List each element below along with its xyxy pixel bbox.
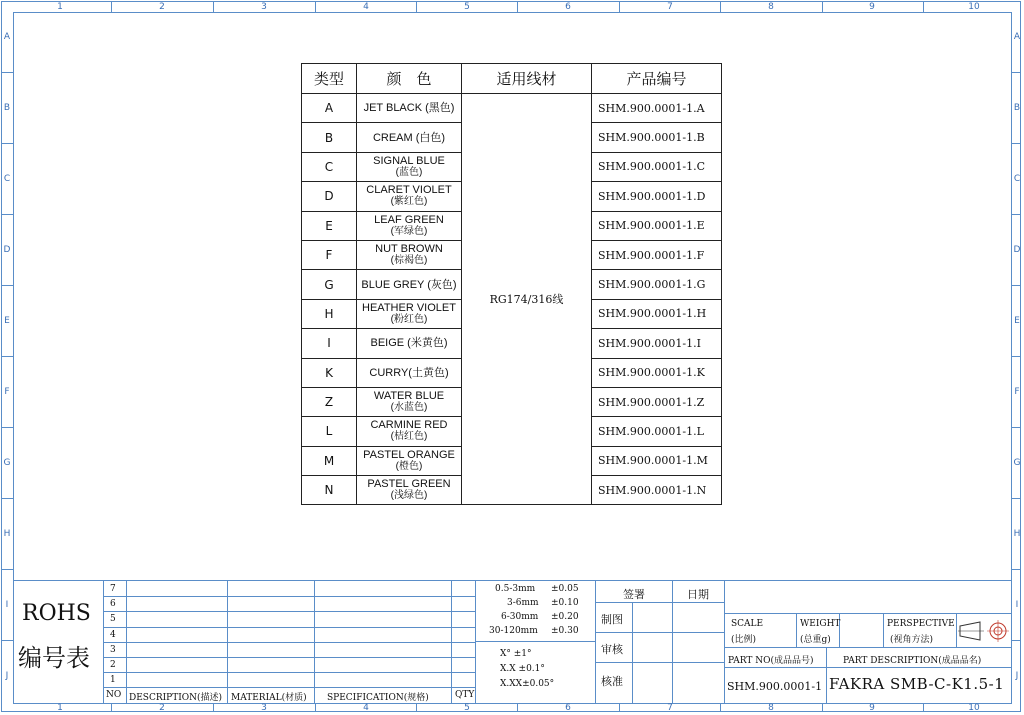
zone-tick: [720, 704, 721, 712]
perspective-label: PERSPECTIVE: [887, 619, 955, 629]
zone-tick: [1012, 143, 1021, 144]
part-number-cell: SHM.900.0001-1.N: [592, 476, 722, 505]
header-wire: 适用线材: [462, 64, 592, 94]
row-label: J: [5, 671, 9, 681]
type-cell: N: [302, 476, 357, 505]
header-color: 颜 色: [357, 64, 462, 94]
zone-tick: [1, 143, 13, 144]
zone-tick: [923, 704, 924, 712]
color-en: CARMINE RED: [370, 419, 448, 432]
type-cell: B: [302, 123, 357, 152]
right-block-line: [724, 613, 1012, 614]
bom-header-description: DESCRIPTION(描述): [129, 693, 223, 703]
row-label: I: [5, 600, 9, 610]
zone-tick: [822, 704, 823, 712]
bom-row-line: [103, 657, 475, 658]
zone-tick: [1, 356, 13, 357]
color-en: PASTEL GREEN: [367, 478, 451, 491]
color-en: LEAF GREEN: [374, 213, 444, 226]
row-label: D: [3, 245, 11, 255]
type-cell: A: [302, 94, 357, 123]
type-cell: G: [302, 270, 357, 299]
part-number-cell: SHM.900.0001-1.E: [592, 211, 722, 240]
tolerance-range: 3-6mm: [507, 598, 539, 608]
tolerance-range: 6-30mm: [501, 612, 539, 622]
type-cell: C: [302, 152, 357, 181]
projection-symbol-icon: [958, 620, 1010, 642]
zone-tick: [1, 72, 13, 73]
bom-row-line: [103, 687, 475, 688]
zone-tick: [619, 704, 620, 712]
row-label: C: [1013, 174, 1021, 184]
part-number-cell: SHM.900.0001-1.Z: [592, 387, 722, 416]
sign-divider: [632, 602, 633, 703]
part-number-value: SHM.900.0001-1: [727, 680, 823, 693]
color-en: PASTEL ORANGE: [363, 448, 455, 461]
zone-tick: [213, 704, 214, 712]
column-label: 7: [667, 703, 673, 713]
sign-row-line: [595, 632, 724, 633]
part-number-cell: SHM.900.0001-1.H: [592, 299, 722, 328]
tolerance-range: 30-120mm: [489, 626, 538, 636]
sign-divider: [724, 581, 725, 703]
type-cell: E: [302, 211, 357, 240]
color-cell: [357, 299, 462, 328]
part-number-cell: SHM.900.0001-1.G: [592, 270, 722, 299]
title-numbering-table: 编号表: [18, 644, 90, 672]
column-label: 1: [57, 703, 63, 713]
type-cell: L: [302, 417, 357, 446]
bom-row-line: [103, 611, 475, 612]
zone-tick: [1012, 640, 1021, 641]
color-cell: [357, 417, 462, 446]
bom-row-number: 4: [110, 630, 116, 640]
right-block-divider: [956, 613, 957, 647]
type-cell: K: [302, 358, 357, 387]
part-number-cell: SHM.900.0001-1.I: [592, 329, 722, 358]
color-en: CLARET VIOLET: [366, 184, 452, 197]
zone-tick: [720, 1, 721, 12]
zone-tick: [1, 640, 13, 641]
bom-row-number: 6: [110, 599, 116, 609]
column-label: 8: [768, 2, 774, 12]
part-number-cell: SHM.900.0001-1.M: [592, 446, 722, 475]
table-row: [302, 94, 722, 123]
column-label: 5: [464, 703, 470, 713]
zone-tick: [1, 498, 13, 499]
table-header-row: [302, 64, 722, 94]
column-label: 10: [968, 2, 980, 12]
column-label: 3: [261, 2, 267, 12]
row-label: B: [1013, 103, 1021, 113]
zone-tick: [213, 1, 214, 12]
bom-row-number: 7: [110, 584, 116, 594]
sign-divider: [595, 581, 596, 703]
type-cell: I: [302, 329, 357, 358]
column-label: 4: [363, 2, 369, 12]
zone-tick: [1012, 498, 1021, 499]
angle-tolerance: X° ±1°: [500, 649, 532, 659]
column-label: 6: [565, 703, 571, 713]
column-label: 9: [869, 2, 875, 12]
color-cell: [357, 152, 462, 181]
bom-row-line: [103, 596, 475, 597]
column-label: 1: [57, 2, 63, 12]
type-cell: M: [302, 446, 357, 475]
right-block-divider: [883, 613, 884, 647]
perspective-label-cn: (视角方法): [890, 635, 934, 645]
part-number-cell: SHM.900.0001-1.L: [592, 417, 722, 446]
zone-tick: [517, 704, 518, 712]
row-label: H: [1013, 529, 1021, 539]
row-label: A: [3, 32, 11, 42]
part-number-cell: SHM.900.0001-1.K: [592, 358, 722, 387]
color-en: WATER BLUE: [373, 390, 445, 403]
header-type: 类型: [302, 64, 357, 94]
color-en: SIGNAL BLUE: [373, 154, 445, 167]
bom-row-line: [103, 627, 475, 628]
approve-label: 核准: [601, 675, 623, 688]
zone-tick: [416, 1, 417, 12]
part-number-cell: SHM.900.0001-1.C: [592, 152, 722, 181]
part-number-cell: SHM.900.0001-1.D: [592, 182, 722, 211]
sign-divider: [672, 581, 673, 703]
row-label: E: [1014, 316, 1020, 326]
row-label: F: [1014, 387, 1020, 397]
color-en: BLUE GREY (灰色): [361, 278, 457, 291]
date-label: 日期: [687, 588, 709, 601]
angle-tolerance: X.X ±0.1°: [500, 664, 545, 674]
column-label: 6: [565, 2, 571, 12]
tolerance-value: ±0.20: [551, 612, 579, 622]
tolerance-range: 0.5-3mm: [495, 584, 536, 594]
color-en: HEATHER VIOLET: [362, 301, 456, 314]
color-en: CREAM (白色): [372, 131, 446, 144]
zone-tick: [1012, 427, 1021, 428]
row-label: J: [1015, 671, 1019, 681]
type-cell: D: [302, 182, 357, 211]
drawn-label: 制图: [601, 613, 623, 626]
sign-label: 签署: [623, 588, 645, 601]
title-rohs: ROHS: [22, 601, 91, 626]
wire-cell: RG174/316线: [462, 94, 592, 505]
zone-tick: [822, 1, 823, 12]
color-cell: [357, 476, 462, 505]
bom-row-number: 3: [110, 645, 116, 655]
row-label: C: [3, 174, 11, 184]
color-cell: [357, 270, 462, 299]
column-label: 8: [768, 703, 774, 713]
color-cell: [357, 446, 462, 475]
bom-row-number: 1: [110, 675, 116, 685]
zone-tick: [1, 427, 13, 428]
color-cn: (蓝色): [395, 166, 423, 178]
zone-tick: [619, 1, 620, 12]
color-cn: (棕褐色): [390, 255, 428, 267]
row-label: G: [1013, 458, 1021, 468]
zone-tick: [1012, 72, 1021, 73]
row-label: A: [1013, 32, 1021, 42]
scale-label: SCALE: [731, 619, 764, 629]
color-cn: (浅绿色): [390, 490, 428, 502]
row-label: I: [1015, 600, 1019, 610]
color-en: NUT BROWN: [375, 243, 443, 256]
color-cell: [357, 94, 462, 123]
color-en: BEIGE (米黄色): [370, 337, 448, 350]
row-label: D: [1013, 245, 1021, 255]
bom-row-line: [103, 672, 475, 673]
header-part-number: 产品编号: [592, 64, 722, 94]
part-no-label: PART NO(成品品号): [728, 656, 814, 666]
bom-header-qty: QTY: [455, 690, 475, 700]
column-label: 2: [159, 703, 165, 713]
color-cell: [357, 211, 462, 240]
column-label: 10: [968, 703, 980, 713]
right-block-line: [724, 667, 1012, 668]
right-block-divider: [796, 613, 797, 647]
weight-label-cn: (总重g): [800, 635, 831, 645]
color-cn: (紫红色): [390, 196, 428, 208]
color-cell: [357, 123, 462, 152]
part-number-cell: SHM.900.0001-1.F: [592, 240, 722, 269]
type-cell: F: [302, 240, 357, 269]
color-cell: [357, 387, 462, 416]
part-number-cell: SHM.900.0001-1.A: [592, 94, 722, 123]
column-label: 3: [261, 703, 267, 713]
tolerance-value: ±0.10: [551, 598, 579, 608]
column-label: 7: [667, 2, 673, 12]
part-number-cell: SHM.900.0001-1.B: [592, 123, 722, 152]
bom-row-number: 2: [110, 660, 116, 670]
color-cn: (粉红色): [390, 313, 428, 325]
scale-label-cn: (比例): [731, 635, 757, 645]
title-block-top-line: [14, 580, 1012, 581]
color-cell: [357, 240, 462, 269]
right-block-divider: [826, 647, 827, 703]
zone-tick: [1012, 285, 1021, 286]
row-label: E: [4, 316, 10, 326]
column-label: 4: [363, 703, 369, 713]
tolerance-value: ±0.30: [551, 626, 579, 636]
column-label: 9: [869, 703, 875, 713]
angle-tolerance: X.XX±0.05°: [500, 679, 555, 689]
right-block-line: [724, 647, 1012, 648]
color-cell: [357, 182, 462, 211]
part-description-label: PART DESCRIPTION(成品品名): [843, 656, 982, 666]
check-label: 审核: [601, 643, 623, 656]
weight-label: WEIGHT: [800, 619, 841, 629]
row-label: F: [4, 387, 10, 397]
column-label: 5: [464, 2, 470, 12]
bom-row-line: [103, 642, 475, 643]
part-description-value: FAKRA SMB-C-K1.5-1: [829, 675, 1005, 693]
zone-tick: [1, 214, 13, 215]
bom-divider: [475, 581, 476, 703]
type-cell: Z: [302, 387, 357, 416]
type-cell: H: [302, 299, 357, 328]
color-cell: [357, 329, 462, 358]
zone-tick: [1, 569, 13, 570]
zone-tick: [315, 1, 316, 12]
color-cn: (水蓝色): [390, 402, 428, 414]
color-part-number-table: [301, 63, 722, 505]
sign-row-line: [595, 602, 724, 603]
zone-tick: [315, 704, 316, 712]
row-label: B: [3, 103, 11, 113]
zone-tick: [517, 1, 518, 12]
color-en: CURRY(土黄色): [369, 366, 449, 379]
bom-header-no: NO: [106, 690, 122, 700]
zone-tick: [1012, 356, 1021, 357]
color-cn: (桔红色): [390, 431, 428, 443]
bom-row-number: 5: [110, 614, 116, 624]
bom-header-specification: SPECIFICATION(规格): [327, 693, 429, 703]
tolerance-value: ±0.05: [551, 584, 579, 594]
zone-tick: [111, 704, 112, 712]
sign-row-line: [595, 662, 724, 663]
color-cell: [357, 358, 462, 387]
bom-header-material: MATERIAL(材质): [231, 693, 307, 703]
zone-tick: [111, 1, 112, 12]
zone-tick: [1, 285, 13, 286]
zone-tick: [923, 1, 924, 12]
row-label: H: [3, 529, 11, 539]
column-label: 2: [159, 2, 165, 12]
zone-tick: [1012, 569, 1021, 570]
zone-tick: [416, 704, 417, 712]
color-cn: (军绿色): [390, 225, 428, 237]
color-cn: (橙色): [395, 460, 423, 472]
color-en: JET BLACK (黑色): [363, 102, 455, 115]
tolerance-divider: [475, 641, 595, 642]
row-label: G: [3, 458, 11, 468]
zone-tick: [1012, 214, 1021, 215]
